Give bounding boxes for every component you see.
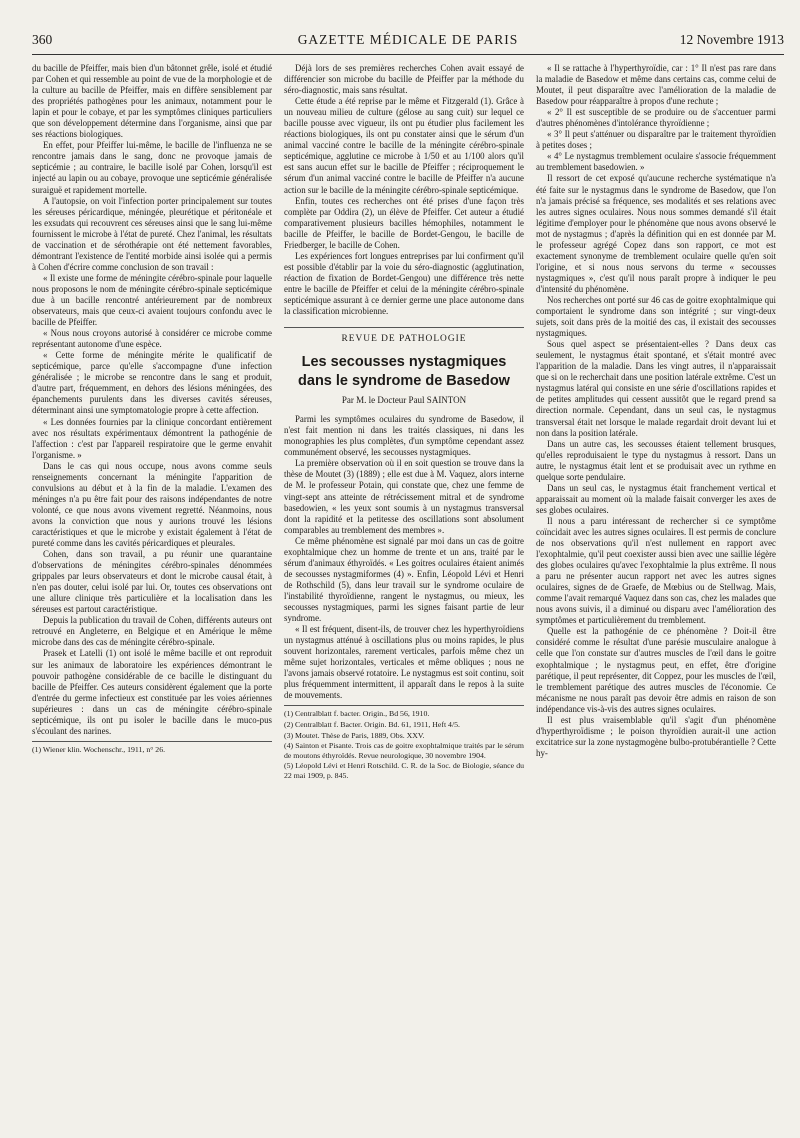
column-3 xyxy=(536,63,776,1131)
paragraph: Parmi les symptômes oculaires du syndrome de Basedow, il n'est fait mention ni dans les traités classiques, ni dans les monographies les plus complètes, d'un symptôme cependant assez communément observé, les secousses nystagmiques. xyxy=(284,414,524,458)
paragraph: Cohen, dans son travail, a pu réunir une quarantaine d'observations de méningites cérébro-spinales dénommées grippales par leurs observateurs et dont le microbe causal était, à n'en pas douter, celui isolé par lui. Or, toutes ces observations ont une allure clinique très particulière et la localisation dans les séreuses est partout caractéristique. xyxy=(32,549,272,615)
paragraph: « Les données fournies par la clinique concordant entièrement avec nos résultats expérimentaux démontrent la pathogénie de l'affection : c'est par l'appareil respiratoire que le germe envahit l'organisme. » xyxy=(32,416,272,460)
article-byline: Par M. le Docteur Paul SAINTON xyxy=(341,395,467,406)
paragraph: « Il existe une forme de méningite cérébro-spinale pour laquelle nous proposons le nom de méningite cérébro-spinale septicémique due à un bacille rencontré antérieurement par de nombreux observateurs, mais que ceux-ci avaient toujours confondu avec le bacille de Pfeiffer. xyxy=(32,272,272,328)
publication-title: GAZETTE MÉDICALE DE PARIS xyxy=(297,32,519,47)
paragraph: Sous quel aspect se présentaient-elles ? Dans deux cas seulement, le nystagmus était spontané, et s'était montré avec l'apparition de la maladie. Dans les vingt autres, il n'apparaissait que si on le recherchait dans une position latérale extrême. C'est un nystagmus latéral qui consiste en une série d'oscillations rapides et de petites amplitudes qui cessent aussitôt que le regard prend sa direction normale. Cependant, dans un seul cas, le nystagmus transversal était net lorsque le malade regardait droit devant lui et non dans la position latérale. xyxy=(536,339,776,438)
paragraph: Les expériences fort longues entreprises par lui confirment qu'il est possible d'établir par la voie du séro-diagnostic (agglutination, réaction de fixation de Bordet-Gengou) une différence très nette entre le bacille de Pfeiffer et celui de la méningite cérébro-spinale septicémique assurant à ce dernier germe une place autonome dans la classification microbienne. xyxy=(284,250,524,317)
footnotes xyxy=(284,705,524,780)
paragraph: « 3° Il peut s'atténuer ou disparaître par le traitement thyroïdien à petites doses ; xyxy=(536,129,776,151)
paragraph: « Nous nous croyons autorisé à considérer ce microbe comme représentant autonome d'une espèce. xyxy=(32,328,272,350)
page-number: 360 xyxy=(32,32,53,47)
paragraph: En effet, pour Pfeiffer lui-même, le bacille de l'influenza ne se rencontre jamais dans le sang, donc ne provoque jamais de septicémie ; au contraire, le bacille isolé par Cohen, lorsqu'il est injecté au lapin ou au cobaye, provoque une septicémie généralisée suraiguë et rapidement mortelle. xyxy=(32,140,272,195)
paragraph: « 2° Il est susceptible de se produire ou de s'accentuer parmi d'autres phénomènes d'intolérance thyroïdienne ; xyxy=(536,107,776,129)
issue-date: 12 Novembre 1913 xyxy=(679,32,784,47)
column-1 xyxy=(32,63,272,1131)
footnote: (4) Sainton et Pisante. Trois cas de goitre exophtalmique traités par le sérum de moutons éthyroïdés. Revue neurologique, 30 novembre 1904. xyxy=(284,741,524,760)
footnote: (1) Wiener klin. Wochenschr., 1911, n° 26. xyxy=(32,744,166,754)
footnote: (3) Moutet. Thèse de Paris, 1889, Obs. XXV. xyxy=(284,730,425,740)
paragraph: A l'autopsie, on voit l'infection porter principalement sur toutes les séreuses péricardique, méningée, pleurétique et péritonéale et les exsudats qui recouvrent ces séreuses ainsi que le sang lui-même fournissent le microbe à l'état de pureté. Chez l'animal, les résultats de vaccination et de sérothérapie ont été nettement favorables, démontrant l'existence de l'entité morbide ainsi isolée qui a permis à Cohen d'écrire comme conclusion de son travail : xyxy=(32,195,272,272)
paragraph: Ce même phénomène est signalé par moi dans un cas de goitre exophtalmique chez un homme de trente et un ans, traité par le sérum d'animaux éthyroïdés. « Les goitres oculaires étaient animés de secousses nystagmiformes (4) ». Enfin, Léopold Lévi et Henri de Rothschild (5), dans leur travail sur le syndrome oculaire de l'instabilité thyroïdienne, rangent le nystagmus, ou mieux, les secousses nystagmiques, parmi les signes faisant partie de leur syndrome. xyxy=(284,535,524,624)
paragraph: Il nous a paru intéressant de rechercher si ce symptôme coïncidait avec les autres signes oculaires. Il est permis de conclure de nos observations qu'il n'est nullement en rapport avec l'exophtalmie, qu'il peut coexister aussi bien avec une saillie légère des globes oculaires qu'avec l'exophtalmie la plus extrême. Il nous a paru ne présenter aucun rapport net avec les autres signes oculaires, signes de de Graefe, de Mœbius ou de Stellwag. Mais, comme l'avait remarqué Vaquez dans son cas, chez les malades que nous avons suivis, il a diminué ou disparu avec l'amélioration des symptômes et particulièrement du tremblement. xyxy=(536,515,776,626)
paragraph: Déjà lors de ses premières recherches Cohen avait essayé de différencier son microbe du bacille de Pfeiffer par la méthode du séro-diagnostic, mais sans résultat. xyxy=(284,63,524,96)
paragraph: « Cette forme de méningite mérite le qualificatif de septicémique, parce qu'elle s'accompagne d'une infection généralisée ; le microbe se rencontre dans le sang et produit, d'autre part, fréquemment, en dehors des lésions méningées, des épanchements purulents dans les diverses cavités séreuses, déterminant ainsi une symptomatologie propre à cette affection. xyxy=(32,350,272,416)
paragraph: Il est plus vraisemblable qu'il s'agit d'un phénomène d'hyperthyroïdisme ; le poison thyroïdien aurait-il une action excitatrice sur la zone nystagmogène bulbo-protubérantielle ? Cette hy- xyxy=(536,714,776,758)
paragraph: du bacille de Pfeiffer, mais bien d'un bâtonnet grêle, isolé et étudié par Cohen et qui ressemble au point de vue de la morphologie et de la culture au bacille de Pfeiffer, mais en diffère sensiblement par des propriétés pathogènes pour les animaux, notamment pour le lapin et pour le cobaye, et par les symptômes cliniques particuliers que son développement détermine dans l'organisme, ainsi que par ses réactions biologiques. xyxy=(32,63,272,140)
paragraph: Dans un seul cas, le nystagmus était franchement vertical et apparaissait au moment où la malade faisait converger les axes de ses globes oculaires. xyxy=(536,482,776,515)
paragraph: Depuis la publication du travail de Cohen, différents auteurs ont retrouvé en Angleterre, en Belgique et en Amérique le même microbe dans des cas de méningite cérébro-spinale. xyxy=(32,615,272,648)
paragraph: Quelle est la pathogénie de ce phénomène ? Doit-il être considéré comme le résultat d'une parésie musculaire analogue à celle que l'on constate sur d'autres muscles de l'œil dans le goitre exophtalmique ; le nystagmus peut, en effet, être d'origine parétique, il peut représenter, dit Coppez, pour les muscles de l'œil, le tremblement parétique des autres muscles de l'économie. Ce mécanisme ne nous paraît pas devoir être admis en raison de son indépendance vis-à-vis des autres signes oculaires. xyxy=(536,626,776,714)
footnote: (2) Centralblatt f. Bacter. Origin. Bd. 61, 1911, Heft 4/5. xyxy=(284,719,460,729)
footnotes xyxy=(32,741,272,755)
paragraph: Nos recherches ont porté sur 46 cas de goitre exophtalmique qui comportaient le syndrome dans son intégrité ; sur vingt-deux sujets, soit dans près de la moitié des cas, il existait des secousses nystagmiques. xyxy=(536,294,776,339)
page-header xyxy=(32,28,784,55)
paragraph: « Il se rattache à l'hyperthyroïdie, car : 1° Il n'est pas rare dans la maladie de Basedow et même dans certains cas, comme celui de Moutet, il peut disparaître avec l'amélioration de la maladie de Basedow pour réapparaître à propos d'une rechute ; xyxy=(536,63,776,107)
paragraph: Cette étude a été reprise par le même et Fitzgerald (1). Grâce à un nouveau milieu de culture (gélose au sang cuit) sur lequel ce bacille pousse avec vigueur, ils ont pu étudier plus facilement les réactions biologiques, ils ont pu constater ainsi que le sérum d'un animal vacciné contre le bacille de la méningite cérébro-spinale septicémique, agglutine ce microbe à 1/50 et au 1/100 alors qu'il est sans aucun effet sur le bacille de Pfeiffer ; réciproquement le sérum d'un animal vacciné contre le bacille de Pfeiffer n'a aucune action sur le bacille de la méningite cérébro-spinale septicémique. xyxy=(284,96,524,195)
paragraph: Il ressort de cet exposé qu'aucune recherche systématique n'a été faite sur le nystagmus dans le syndrome de Basedow, que l'on n'a jamais précisé sa fréquence, ses modalités et ses relations avec les autres signes oculaires. Nous nous sommes demandé s'il était légitime d'employer pour le phénomène que nous avons observé le mot de nystagmus ; d'après la définition qui en est donnée par M. le professeur agrégé Copez dans son rapport, ce mot est exactement synonyme de tremblement oculaire quelle qu'en soit l'origine, et si nous nous servons du terme « secousses nystagmiques », c'est qu'il nous paraît propre à indiquer le peu d'intensité du phénomène. xyxy=(536,173,776,294)
section-title: REVUE DE PATHOLOGIE xyxy=(284,327,524,345)
footnote: (1) Centralblatt f. bacter. Origin., Bd 56, 1910. xyxy=(284,709,430,719)
paragraph: La première observation où il en soit question se trouve dans la thèse de Moutet (3) (1889) ; elle est due à M. Vaquez, alors interne de M. le professeur Potain, qui constate que, chez une femme de vingt-sept ans atteinte de rétrécissement mitral et de syndrome basedowien, « les yeux sont soumis à un nystagmus transversal dont la rapidité et la petitesse des oscillations sont absolument comparables au tremblement des membres ». xyxy=(284,458,524,535)
paragraph: Enfin, toutes ces recherches ont été prises d'une façon très complète par Oddira (2), un élève de Pfeiffer. Cet auteur a étudié comparativement plusieurs bacilles hémophiles, notamment le bacille de Pfeiffer, le bacille de Bordet-Gengou, le bacille de Friedberger, le bacille de Cohen. xyxy=(284,195,524,250)
paragraph: Prasek et Latelli (1) ont isolé le même bacille et ont reproduit sur les animaux de laboratoire les expériences démontrant le pouvoir pathogène considérable de ce bacille le distinguant du bacille de Pfeiffer. Ces auteurs considèrent également que la porte d'entrée du germe infectieux est constituée par les voies aériennes supérieures : dans un cas de méningite cérébro-spinale septicémique, ils ont pu isoler le bacille dans le muco-pus s'écoulant des narines. xyxy=(32,648,272,736)
article-title: Les secousses nystagmiques dans le syndrome de Basedow xyxy=(298,354,510,390)
paragraph: Dans le cas qui nous occupe, nous avons comme seuls renseignements concernant la méningite l'apparition de convulsions au début et à la fin de la maladie. L'examen des méninges n'a pu être fait pour des raisons indépendantes de notre volonté, ce que nous avons vivement regretté. Néanmoins, nous avons la conviction que nous y aurions trouvé les lésions caractéristiques et que le microbe y existait également à l'état de pureté comme dans les cavités péricardiques et pleurales. xyxy=(32,460,272,549)
footnote: (5) Léopold Lévi et Henri Rotschild. C. R. de la Soc. de Biologie, séance du 22 mai 1909, p. 845. xyxy=(284,761,524,780)
column-2 xyxy=(284,63,524,1131)
paragraph: Dans un autre cas, les secousses étaient tellement brusques, qu'elles reproduisaient le type du nystagmus à ressort. Dans un autre, le nystagmus était lent et se produisait avec un rythme en quelque sorte pendulaire. xyxy=(536,438,776,482)
paragraph: « 4° Le nystagmus tremblement oculaire s'associe fréquemment au tremblement basedowien. » xyxy=(536,151,776,173)
paragraph: « Il est fréquent, disent-ils, de trouver chez les hyperthyroïdiens un nystagmus atténué à oscillations plus ou moins rapides, le plus souvent horizontales, rarement verticales, parfois même chez un même sujet horizontales, verticales et même obliques ; nous ne l'avons jamais observé rotatoire. Le nystagmus est soit continu, soit plus fréquemment intermittent, il apparaît dans le repos à la suite de mouvements. xyxy=(284,624,524,701)
text-columns xyxy=(32,63,784,1131)
